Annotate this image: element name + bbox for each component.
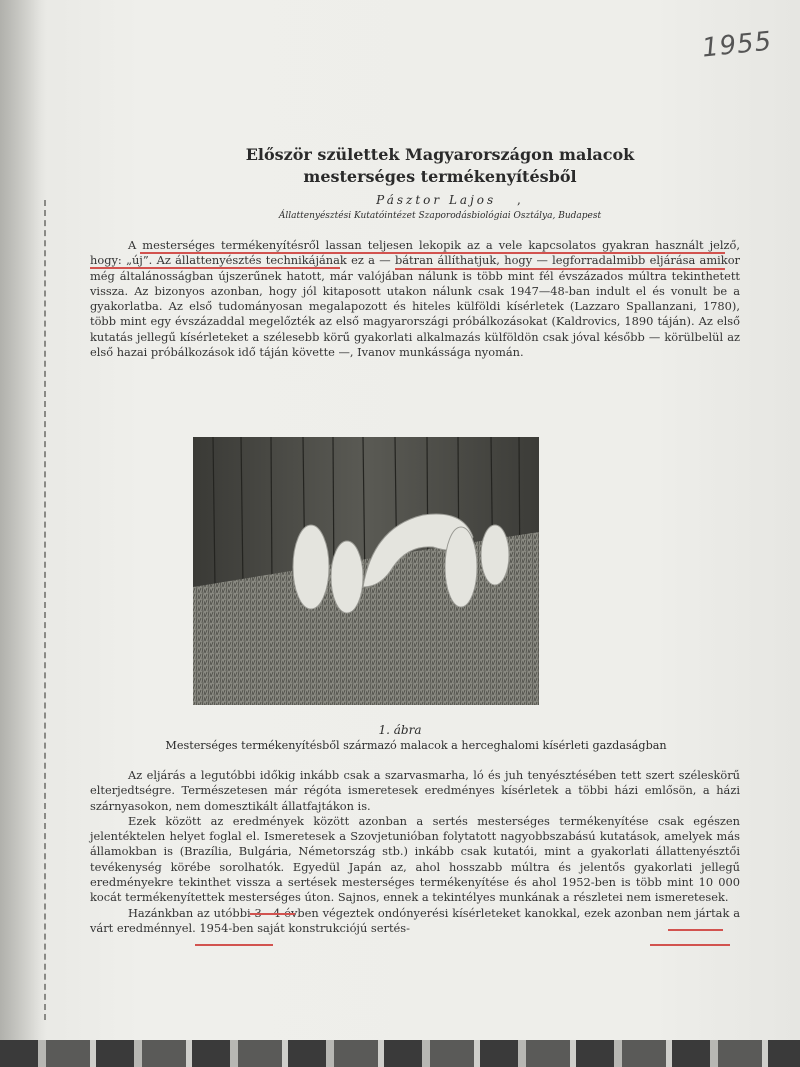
- background-surface: [0, 1040, 800, 1067]
- page-edge-shadow: [0, 0, 46, 1040]
- paragraph-3: Ezek között az eredmények között azonban a sertés mesterséges termékenyítése csak egészen jelentéktelen helyet foglal el. Ismeretesek a Szovjetunióban folytatott nagyobbszabású kutatások, amelyek más államokban is (Brazília, Bulgária, Németország stb.) inkább csak kutatói, mint a gyakorlati állattenyésztői tevékenység körébe sorolhatók. Egyedül Japán az, ahol hosszabb múltra és jelentős gyakorlati jellegű eredményekre tekinthet vissza a sertések mesterséges termékenyítése és ahol 1952-ben is több mint 10 000 kocát termékenyítettek mesterséges úton. Sajnos, ennek a tekintélyes munkának a részletei nem ismeretesek.: [90, 813, 740, 905]
- red-underline-mark: [250, 913, 295, 915]
- title-line-2: mesterséges termékenyítésből: [303, 167, 577, 186]
- paragraph-1: A mesterséges termékenyítésről lassan teljesen lekopik az a vele kapcsolatos gyakran használt jelző, hogy: „új”. Az állattenyésztés technikájának ez a — bátran állíthatjuk, hogy — legforradalmibb eljárása amikor még általánosságban újszerűnek hatott, már valójában nálunk is több mint fél évszázados múltra tekinthetett vissza. Az bizonyos azonban, hogy jól kitaposott utakon nálunk csak 1947—48-ban indult el és vonult be a gyakorlatba. Az első tudományosan megalapozott és hiteles külföldi kísérletek (Lazzaro Spallanzani, 1780), több mint egy évszázaddal megelőzték az első magyarországi próbálkozásokat (Kaldrovics, 1890 táján). Az első kutatás jellegű kísérleteket a szélesebb körű gyakorlati alkalmazás külföldön csak jóval később — körülbelül az első hazai próbálkozások idő táján követte —, Ivanov munkássága nyomán.: [90, 238, 740, 360]
- red-underline-mark: [140, 252, 725, 254]
- red-underline-mark: [395, 268, 725, 270]
- paragraph-4: Hazánkban az utóbbi 3—4 évben végeztek ondónyerési kísérleteket kanokkal, ezek azonban nem jártak a várt eredménnyel. 1954-ben saját konstrukciójú sertés-: [90, 905, 740, 935]
- figure-caption: Mesterséges termékenyítésből származó malacok a herceghalomi kísérleti gazdaságban: [165, 739, 667, 752]
- figure-number: 1. ábra: [378, 723, 422, 737]
- author-line: [300, 193, 600, 207]
- intro-paragraph: [90, 238, 740, 360]
- red-underline-mark: [650, 944, 730, 946]
- figure-photo: [193, 437, 539, 705]
- author-name: Pásztor Lajos: [376, 193, 497, 207]
- red-underline-mark: [195, 944, 273, 946]
- perforation-line: [44, 200, 46, 1020]
- red-underline-mark: [90, 267, 340, 269]
- handwritten-year: 1955: [700, 26, 774, 64]
- title-line-1: Először születtek Magyarországon malacok: [245, 145, 635, 164]
- main-text: [90, 768, 740, 936]
- article-title: [120, 144, 760, 188]
- paragraph-2: Az eljárás a legutóbbi időkig inkább csak a szarvasmarha, ló és juh tenyésztésében tett szert széleskörű elterjedtségre. Természetesen már régóta ismeretesek eredményes kísérletek a többi házi emlősön, a házi szárnyasokon, nem domesztikált állatfajtákon is.: [90, 768, 740, 813]
- author-mark: ,: [517, 193, 524, 207]
- red-underline-mark: [668, 929, 723, 931]
- author-affiliation: Állattenyésztési Kutatóintézet Szaporodásbiológiai Osztálya, Budapest: [278, 211, 602, 221]
